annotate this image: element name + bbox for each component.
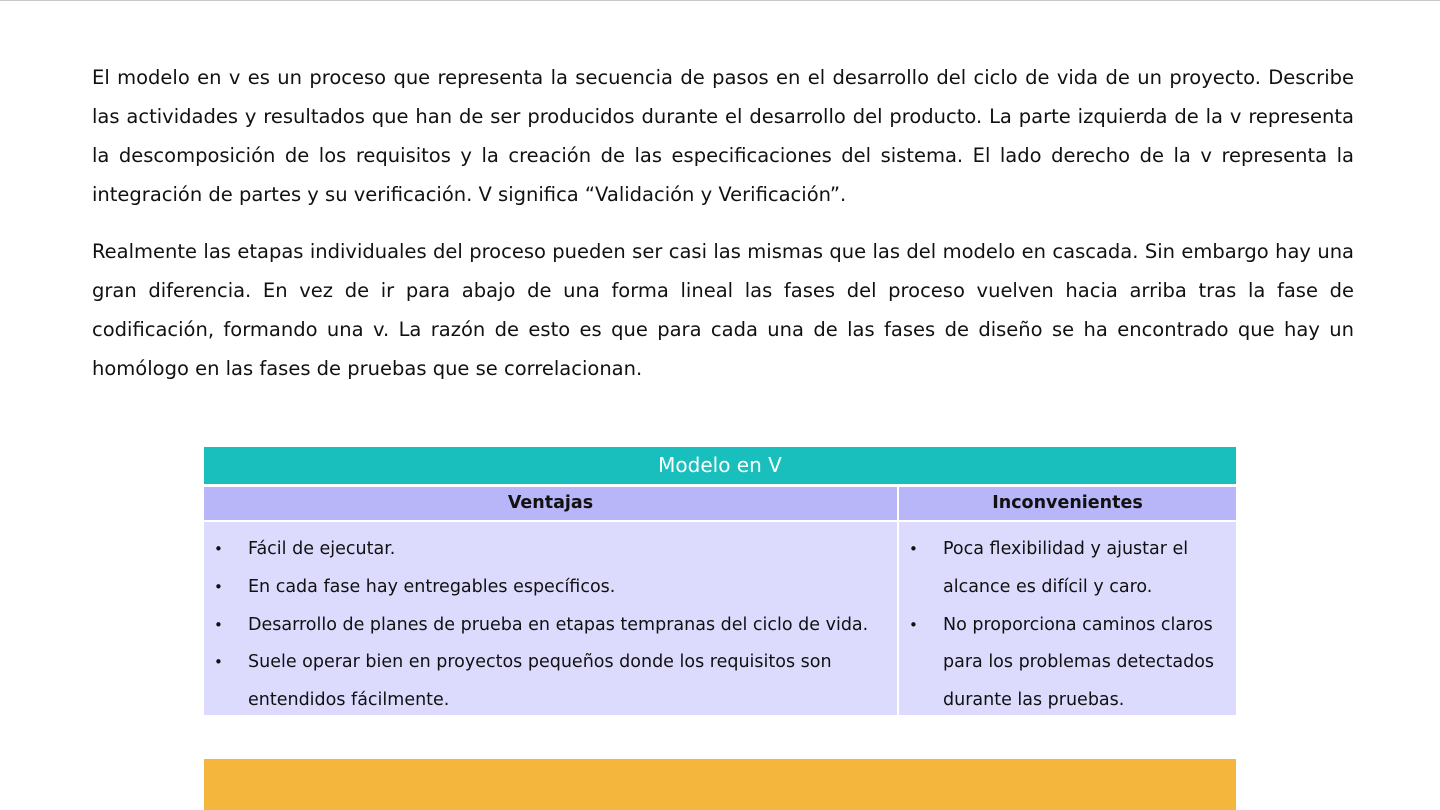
list-item-text: Desarrollo de planes de prueba en etapas tempranas del ciclo de vida. bbox=[248, 614, 869, 635]
table-header-row bbox=[204, 487, 1236, 520]
list-item-text: Suele operar bien en proyectos pequeños donde los requisitos son entendidos fácilmente. bbox=[248, 652, 832, 711]
comparison-table bbox=[204, 447, 1236, 715]
bullet-icon: • bbox=[214, 653, 223, 672]
list-item-text: Fácil de ejecutar. bbox=[248, 539, 396, 559]
bullet-icon: • bbox=[909, 540, 918, 558]
paragraph-intro: El modelo en v es un proceso que representa la secuencia de pasos en el desarrollo del ciclo de vida de un proyecto. Describe las actividades y resultados que han de ser producidos durante el desarrollo del producto. La parte izquierda de la v representa la descomposición de los requisitos y la creación de las especificaciones del sistema. El lado derecho de la v representa la integración de partes y su verificación. V significa “Validación y Verificación”. bbox=[92, 66, 1354, 206]
table-body-row bbox=[204, 522, 1236, 715]
ventajas-list bbox=[204, 531, 897, 720]
next-table-header-band bbox=[204, 759, 1236, 810]
list-item bbox=[204, 607, 897, 645]
header-inconvenientes: Inconvenientes bbox=[899, 487, 1236, 520]
inconvenientes-cell bbox=[899, 522, 1236, 715]
bullet-icon: • bbox=[214, 615, 223, 634]
list-item bbox=[899, 607, 1236, 720]
paragraph-differences: Realmente las etapas individuales del proceso pueden ser casi las mismas que las del modelo en cascada. Sin embargo hay una gran diferencia. En vez de ir para abajo de una forma lineal las fases del proceso vuelven hacia arriba tras la fase de codificación, formando una v. La razón de esto es que para cada una de las fases de diseño se ha encontrado que hay un homólogo en las fases de pruebas que se correlacionan. bbox=[92, 240, 1354, 380]
list-item-text: Poca flexibilidad y ajustar el alcance es difícil y caro. bbox=[943, 539, 1189, 597]
bullet-icon: • bbox=[214, 577, 223, 596]
list-item bbox=[204, 644, 897, 720]
header-ventajas: Ventajas bbox=[204, 487, 897, 520]
bullet-icon: • bbox=[214, 540, 223, 558]
inconvenientes-list bbox=[899, 531, 1236, 720]
bullet-icon: • bbox=[909, 615, 918, 634]
list-item-text: No proporciona caminos claros para los problemas detectados durante las pruebas. bbox=[943, 614, 1215, 711]
table-title: Modelo en V bbox=[204, 447, 1236, 484]
list-item bbox=[899, 531, 1236, 607]
ventajas-cell bbox=[204, 522, 897, 715]
list-item-text: En cada fase hay entregables específicos. bbox=[248, 576, 616, 597]
list-item bbox=[204, 569, 897, 607]
list-item bbox=[204, 531, 897, 569]
